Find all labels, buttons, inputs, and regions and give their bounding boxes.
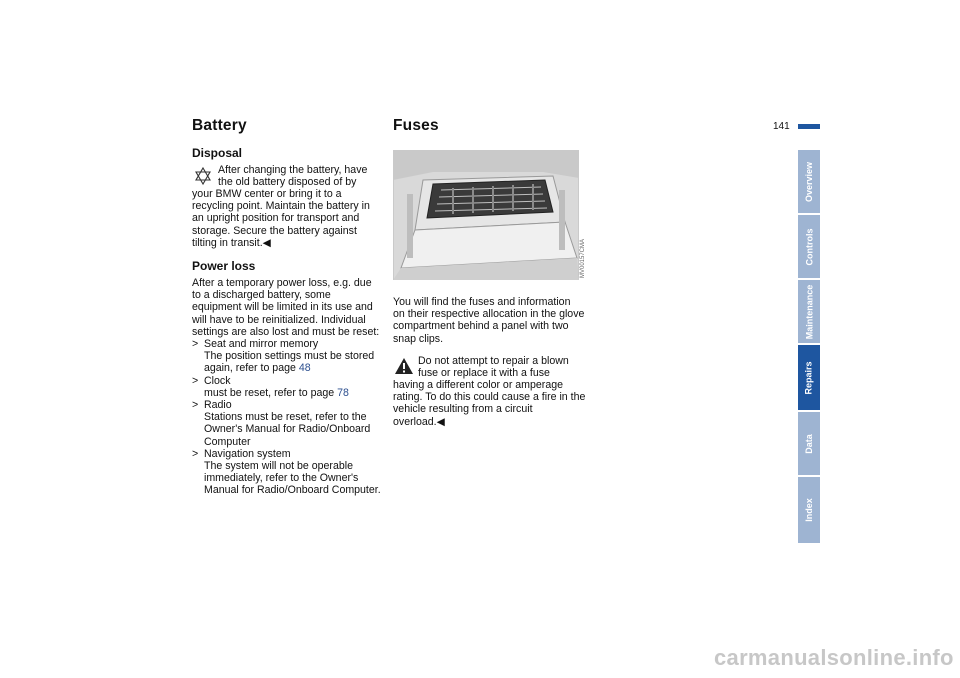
list-item-name: Seat and mirror memory	[204, 338, 319, 350]
list-item-text: The system will not be operable immediately, refer to the Owner's Manual for Radio/Onboard Computer.	[204, 460, 381, 497]
tab-controls[interactable]: Controls	[798, 215, 820, 278]
tab-maintenance[interactable]: Maintenance	[798, 280, 820, 343]
recycle-icon	[193, 166, 213, 186]
warning-lead: Do not attempt to repair a blown fuse or replace it with a fuse	[418, 355, 569, 380]
warning-icon	[394, 357, 414, 375]
list-item	[192, 399, 382, 448]
glove-compartment-image	[393, 150, 579, 280]
power-loss-intro: After a temporary power loss, e.g. due to a discharged battery, some equipment will be limited in its use and will have to be reinitialized. Individual settings are also lost and must be reset:	[192, 277, 380, 338]
fuses-title: Fuses	[393, 117, 439, 134]
list-item-name: Clock	[204, 374, 231, 387]
page-link-48[interactable]: 48	[298, 362, 311, 375]
page-number: 141	[773, 121, 790, 132]
figure-code: MV00157CMA	[580, 238, 586, 278]
fuses-body: You will find the fuses and information on their respective allocation in the glove compartment behind a panel with two snap clips.	[393, 296, 585, 345]
disposal-heading: Disposal	[192, 146, 243, 160]
battery-title: Battery	[192, 117, 247, 134]
power-loss-list	[192, 338, 382, 497]
list-item-text: Stations must be reset, refer to the Owner's Manual for Radio/Onboard Computer	[204, 411, 371, 448]
bullet-marker: >	[192, 374, 199, 387]
bullet-marker: >	[192, 338, 199, 350]
list-item	[192, 375, 382, 399]
disposal-text: your BMW center or bring it to a recycling point. Maintain the battery in an upright position for transport and storage. Secure the battery against tilting in transit.◀	[192, 188, 370, 249]
tab-overview[interactable]: Overview	[798, 150, 820, 213]
warning-text: having a different color or amperage rating. To do this could cause a fire in the vehicle resulting from a circuit overload.◀	[393, 379, 586, 428]
list-item-name: Radio	[204, 399, 232, 412]
list-item	[192, 448, 382, 497]
list-item-text: must be reset, refer to page	[204, 386, 338, 399]
page-marker-bar	[798, 124, 820, 129]
list-item	[192, 338, 382, 375]
page-link-78[interactable]: 78	[337, 386, 349, 399]
disposal-lead: After changing the battery, have the old battery disposed of by	[218, 164, 368, 189]
watermark: carmanualsonline.info	[714, 645, 954, 670]
tab-data[interactable]: Data	[798, 412, 820, 475]
bullet-marker: >	[192, 447, 199, 460]
list-item-name: Navigation system	[204, 447, 291, 460]
tab-repairs[interactable]: Repairs	[798, 345, 820, 410]
list-item-text: The position settings must be stored again, refer to page	[204, 350, 375, 375]
bullet-marker: >	[192, 399, 199, 412]
tab-index[interactable]: Index	[798, 477, 820, 543]
power-loss-heading: Power loss	[192, 259, 256, 273]
